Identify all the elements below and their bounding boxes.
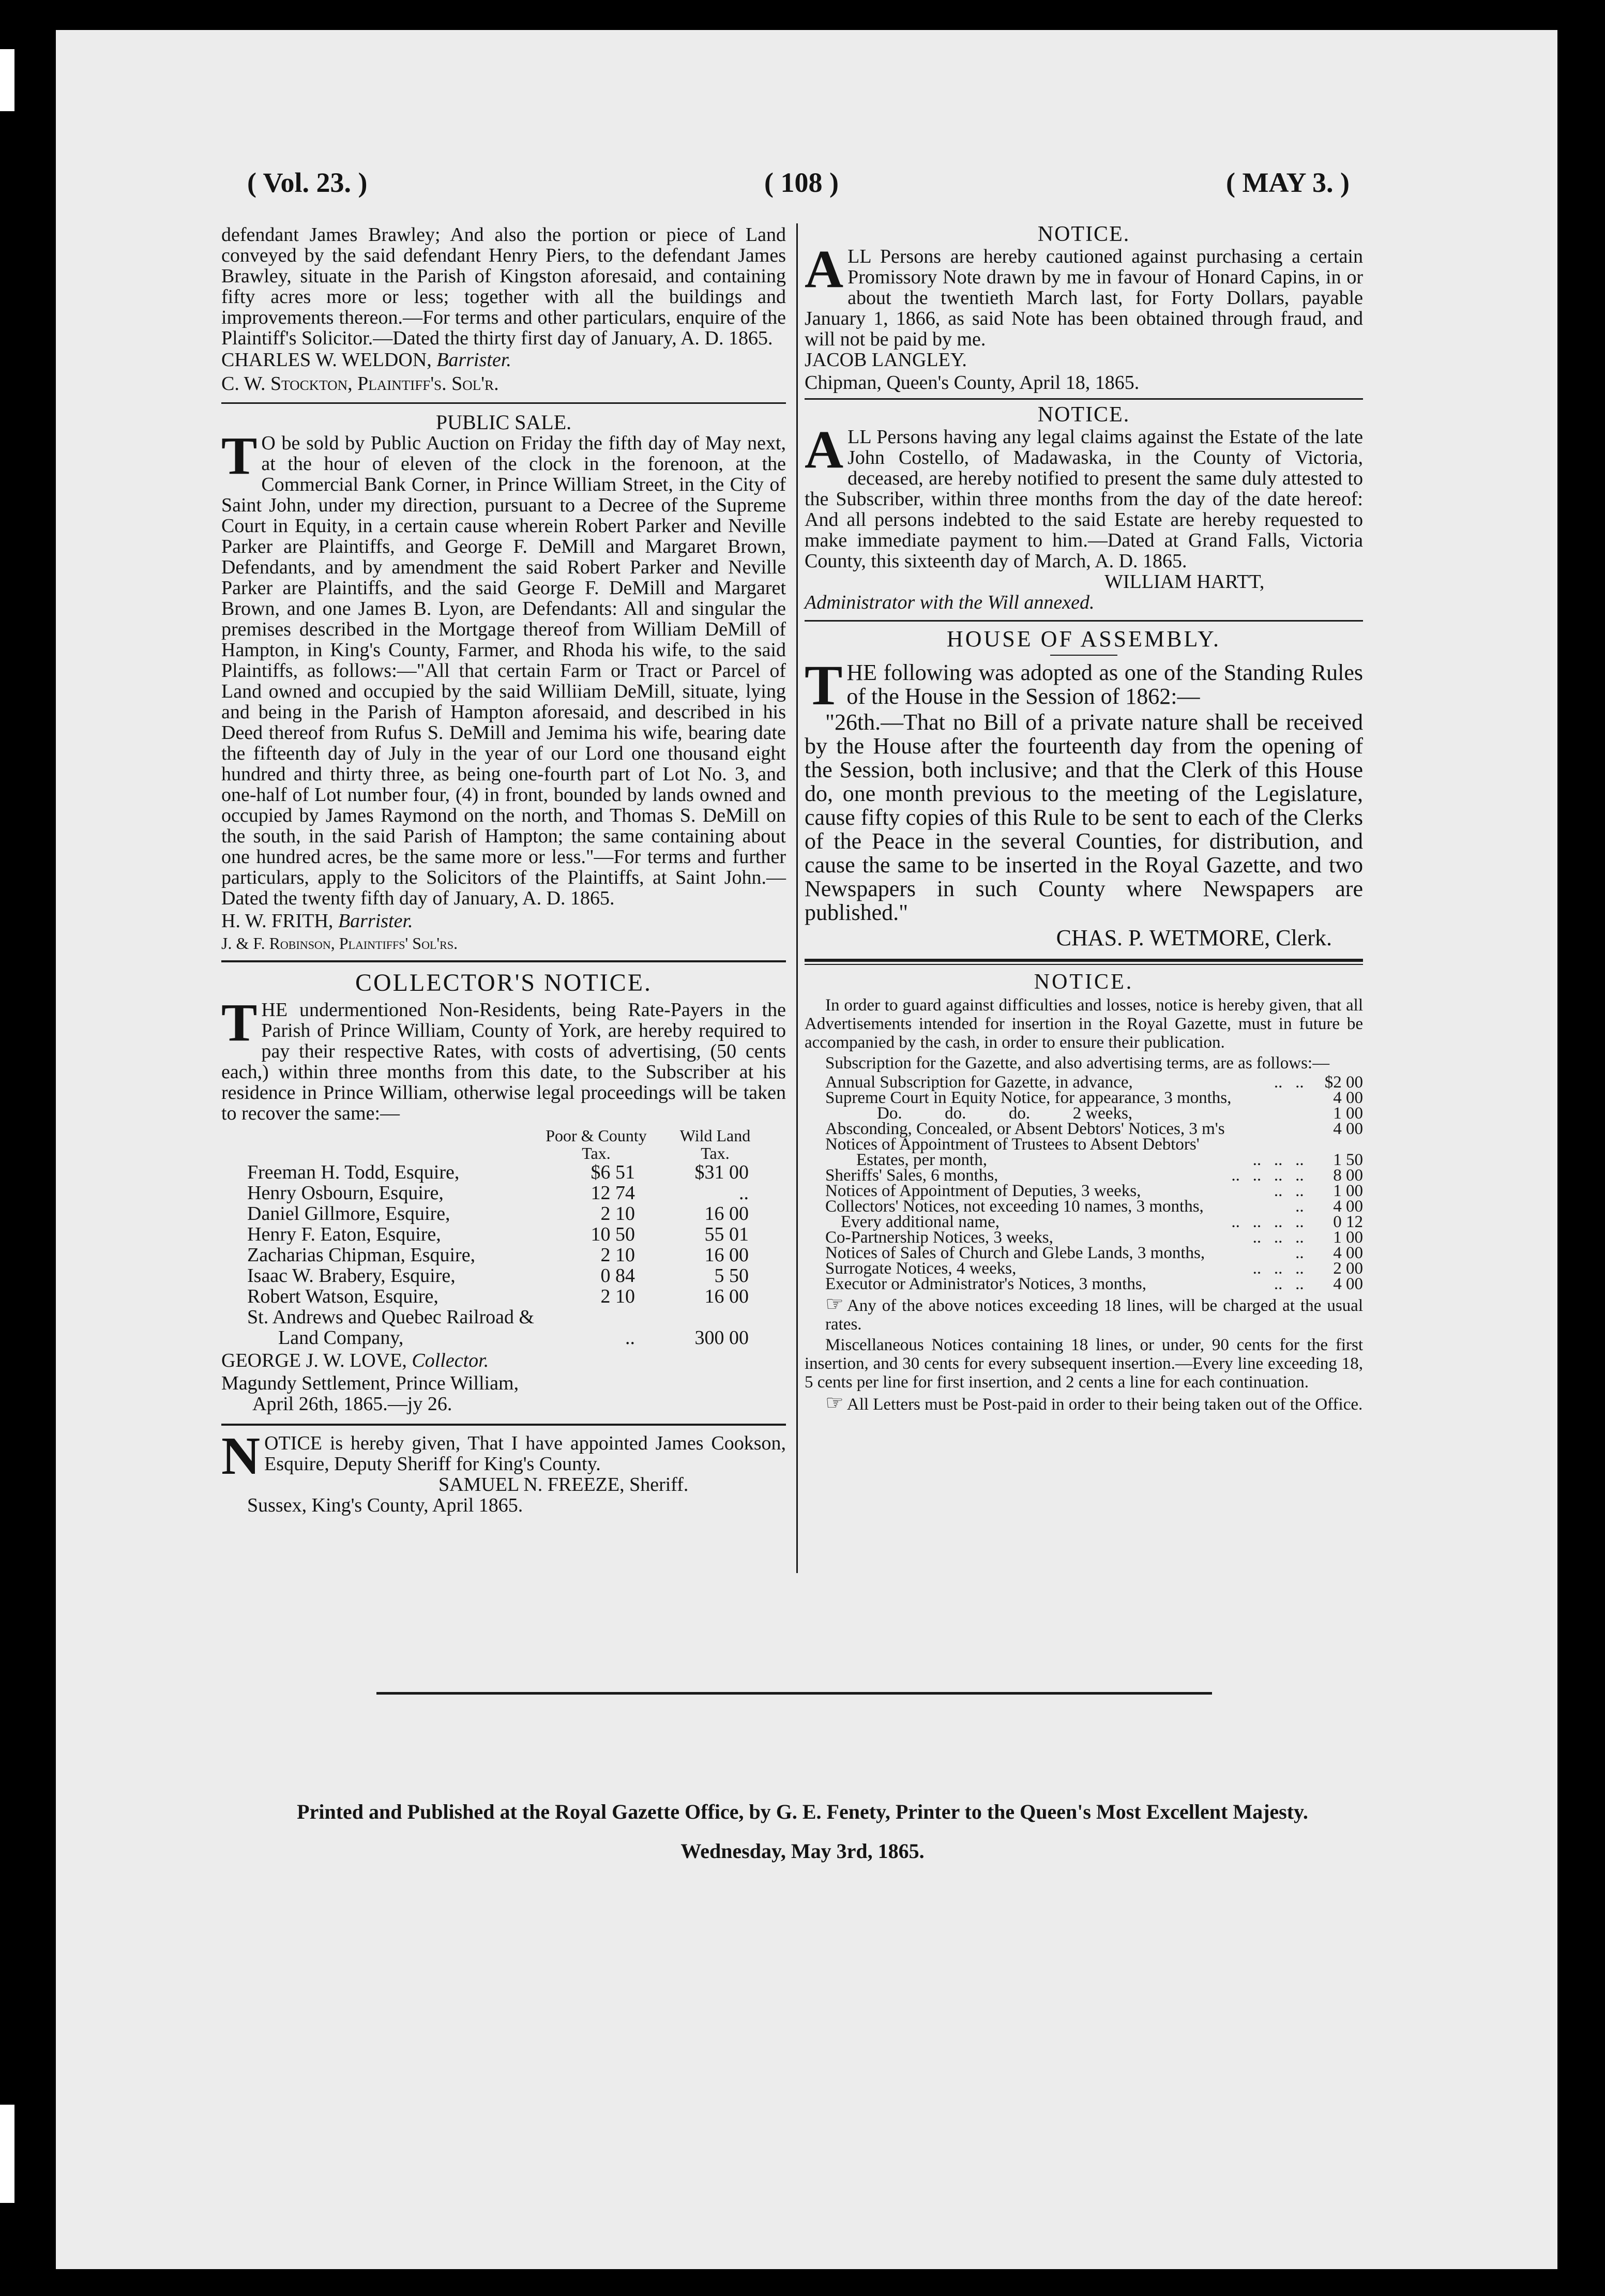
rate-item: Collectors' Notices, not exceeding 10 names, 3 months,: [825, 1197, 1204, 1216]
rate-price: 1 50: [1333, 1151, 1363, 1169]
wild-land-tax: 16 00: [704, 1286, 749, 1307]
header-date: ( MAY 3. ): [1226, 167, 1350, 198]
rate-row: [805, 1261, 1363, 1276]
signature-role: Barrister.: [338, 910, 413, 932]
house-of-assembly-notice: [805, 627, 1363, 950]
ratepayer-name: Henry F. Eaton, Esquire,: [247, 1223, 441, 1245]
poor-county-tax: 0 84: [600, 1265, 635, 1287]
continued-notice-signature: [221, 350, 683, 370]
rate-item: Annual Subscription for Gazette, in advance,: [825, 1073, 1133, 1092]
rate-dots: .. .. .. ..: [1231, 1213, 1304, 1231]
poor-county-tax: 2 10: [600, 1203, 635, 1225]
rate-row: [805, 1168, 1363, 1183]
public-sale-text: O be sold by Public Auction on Friday the fifth day of May next, at the hour of eleven of the clock in the forenoon, at the Commercial Bank Corner, in Prince William Street, in the City of Saint John, under my direction, pursuant to a Decree of the Supreme Court in Equity, in a certain cause wherein Robert Parker and Neville Parker are Plaintiffs, and George F. DeMill and Margaret Brown, Defendants, and by amendment the said Robert Parker and Neville Parker are Plaintiffs, and the said George F. DeMill and Margaret Brown, and one James B. Lyon, are Defendants: All and singular the premises described in the Mortgage thereof from William DeMill of Hampton, in King's County, Farmer, and Rhoda his wife, to the said Plaintiffs, as follows:—"All that certain Farm or Tract or Parcel of Land owned and occupied by the said Williiam DeMill, situate, lying and being in the Parish of Hampton aforesaid, and described in his Deed thereof from Rufus S. DeMill and Jemima his wife, bearing date the fifteenth day of July in the year of our Lord one thousand eight hundred and thirty three, as being one-fourth part of Lot No. 3, and one-half of Lot number four, (4) in front, bounded by lands owned and occupied by James Raymond on the north, and Thomas S. DeMill on the south, in the said Parish of Hampton; the same containing about one hundred acres, be the same more or less."—For terms and further particulars, apply to the Solicitors of the Plaintiffs, at Saint John.—Dated the twenty fifth day of January, A. D. 1865.: [221, 432, 786, 909]
rate-row: [805, 1183, 1363, 1199]
collectors-notice-text: HE undermentioned Non-Residents, being Rate-Payers in the Parish of Prince William, County of York, are hereby required to pay their respective Rates, with costs of advertising, (50 cents each,) within three months from this date, to the Subscriber at his residence in Prince William, otherwise legal proceedings will be taken to recover the same:—: [221, 999, 786, 1124]
wild-land-tax: 16 00: [704, 1203, 749, 1225]
rate-dots: .. ..: [1274, 1182, 1304, 1200]
notice-text: LL Persons having any legal claims against the Estate of the late John Costello, of Madawaska, in the County of Victoria, deceased, are hereby notified to present the same duly attested to the Subscriber, within three months from the day of the date hereof: And all persons indebted to the said Estate are hereby requested to make immediate payment to him.—Dated at Grand Falls, Victoria County, this sixteenth day of March, A. D. 1865.: [805, 426, 1363, 572]
deputy-sheriff-notice: [221, 1426, 786, 1516]
ratepayer-name: Freeman H. Todd, Esquire,: [247, 1161, 460, 1183]
rate-price: 2 00: [1333, 1259, 1363, 1278]
rate-item: Notices of Appointment of Trustees to Absent Debtors': [825, 1135, 1200, 1154]
signature-name: GEORGE J. W. LOVE,: [221, 1350, 407, 1371]
deputy-notice-text: OTICE is hereby given, That I have appointed James Cookson, Esquire, Deputy Sheriff for King's County.: [264, 1432, 786, 1475]
notice-role: Administrator with the Will annexed.: [805, 592, 1095, 613]
poor-county-tax: $6 51: [590, 1161, 635, 1183]
ratepayer-name: Robert Watson, Esquire,: [247, 1286, 438, 1307]
rate-price: 1 00: [1333, 1228, 1363, 1247]
thick-rule: [805, 959, 1363, 962]
assembly-signature: CHAS. P. WETMORE, Clerk.: [1056, 925, 1332, 950]
rate-row: [805, 1137, 1363, 1152]
notice-signature: WILLIAM HARTT,: [1104, 571, 1265, 593]
collectors-rates-table: [247, 1127, 764, 1348]
poor-county-tax: 12 74: [590, 1182, 635, 1204]
rate-row: [805, 1276, 1363, 1292]
public-sale-signature: [221, 911, 755, 931]
rate-item: Absconding, Concealed, or Absent Debtors' Notices, 3 m's: [825, 1120, 1225, 1138]
header-volume: ( Vol. 23. ): [247, 167, 368, 198]
short-rule: [1050, 655, 1117, 656]
header-page-number: ( 108 ): [764, 167, 839, 198]
note-text: All Letters must be Post-paid in order to their being taken out of the Office.: [846, 1395, 1363, 1414]
rate-item: Supreme Court in Equity Notice, for appearance, 3 months,: [825, 1089, 1232, 1107]
notice-drop-cap: A: [805, 239, 844, 299]
table-row: [247, 1307, 764, 1327]
rate-dots: ..: [1295, 1197, 1304, 1216]
rate-item: Notices of Appointment of Deputies, 3 weeks,: [825, 1182, 1141, 1200]
rate-price: 4 00: [1333, 1089, 1363, 1107]
rate-dots: .. .. ..: [1252, 1259, 1304, 1278]
margin-strip-bottom: [0, 2105, 14, 2203]
rate-dots: .. ..: [1274, 1275, 1304, 1293]
public-sale-notice: [221, 412, 786, 953]
rate-dots: [1231, 1106, 1319, 1121]
wild-land-tax: 16 00: [704, 1244, 749, 1266]
poor-county-tax: 2 10: [600, 1244, 635, 1266]
rate-row: [805, 1075, 1363, 1090]
rate-dots: [1231, 1137, 1319, 1152]
rate-price: 4 00: [1333, 1120, 1363, 1138]
wild-land-tax: [666, 1307, 764, 1327]
poor-county-tax: 2 10: [600, 1286, 635, 1307]
rate-row: [805, 1199, 1363, 1214]
rate-item: Notices of Sales of Church and Glebe Lands, 3 months,: [825, 1244, 1205, 1262]
public-sale-drop-cap: T: [221, 426, 258, 486]
footer-date: Wednesday, May 3rd, 1865.: [680, 1839, 925, 1863]
rate-row: [805, 1090, 1363, 1106]
rate-dots: ..: [1295, 1244, 1304, 1262]
signature-name: H. W. FRITH,: [221, 910, 334, 932]
footer-rule: [376, 1692, 1212, 1695]
continued-notice-solicitor: C. W. Stockton, Plaintiff's. Sol'r.: [221, 373, 499, 395]
column-divider: [796, 223, 798, 1573]
rate-price: [1320, 1137, 1363, 1152]
rate-item: Do. do. do. 2 weeks,: [877, 1104, 1133, 1123]
rate-dots: .. .. .. ..: [1231, 1166, 1304, 1185]
public-sale-title: PUBLIC SALE.: [435, 411, 572, 434]
estate-claims-notice: [805, 403, 1363, 613]
rate-price: 4 00: [1333, 1197, 1363, 1216]
signature-name: CHARLES W. WELDON,: [221, 349, 432, 371]
poor-county-tax: 10 50: [590, 1223, 635, 1245]
notice-place: Chipman, Queen's County, April 18, 1865.: [805, 372, 1140, 394]
collectors-notice-body: [221, 993, 786, 1124]
table-row: [247, 1203, 764, 1224]
section-rule: [805, 620, 1363, 622]
rate-row: [805, 1106, 1363, 1121]
rate-price: 1 00: [1333, 1104, 1363, 1123]
rate-row: [805, 1152, 1363, 1168]
poor-county-tax: [537, 1307, 666, 1327]
rate-item: Every additional name,: [841, 1213, 1000, 1231]
rate-item: Sheriffs' Sales, 6 months,: [825, 1166, 998, 1185]
assembly-drop-cap: T: [805, 654, 843, 717]
notice-text: LL Persons are hereby cautioned against purchasing a certain Promissory Note drawn by me in favour of Honard Capins, in or about the twentieth March last, for Forty Dollars, payable January 1, 1866, as said Note has been obtained through fraud, and will not be paid by me.: [805, 246, 1363, 350]
rate-row: [805, 1245, 1363, 1261]
column-header: Wild Land Tax.: [679, 1126, 751, 1162]
pointing-hand-icon: ☞: [825, 1292, 844, 1316]
collectors-place: Magundy Settlement, Prince William,: [221, 1372, 519, 1394]
rate-dots: .. .. ..: [1252, 1151, 1304, 1169]
gazette-terms-p2: Subscription for the Gazette, and also advertising terms, are as follows:—: [825, 1054, 1330, 1073]
table-row: [247, 1162, 764, 1183]
table-header-row: [247, 1127, 764, 1162]
pointing-hand-icon: ☞: [825, 1391, 844, 1414]
collectors-date: April 26th, 1865.—jy 26.: [252, 1393, 452, 1415]
collectors-notice: [221, 970, 786, 1414]
footer-imprint: Printed and Published at the Royal Gazette Office, by G. E. Fenety, Printer to the Queen's Most Excellent Majesty.: [297, 1800, 1308, 1823]
deputy-notice-place: Sussex, King's County, April 1865.: [247, 1494, 523, 1516]
rate-item: Surrogate Notices, 4 weeks,: [825, 1259, 1017, 1278]
notice-title: NOTICE.: [1037, 403, 1130, 427]
rate-price: $2 00: [1324, 1073, 1363, 1092]
public-sale-body: [221, 426, 786, 909]
continued-notice: [221, 224, 786, 394]
notice-title: NOTICE.: [1037, 222, 1130, 246]
assembly-intro: [805, 654, 1363, 717]
notice-title: NOTICE.: [1034, 970, 1134, 994]
table-row: [247, 1286, 764, 1307]
gazette-terms-note-2: Miscellaneous Notices containing 18 lines, or under, 90 cents for the first insertion, and 30 cents for every subsequent insertion.—Every line exceeding 18, 5 cents per line for first insertion, and 2 cents a line for each continuation.: [805, 1336, 1363, 1392]
assembly-rule: "26th.—That no Bill of a private nature shall be received by the House after the fourteenth day from the opening of the Session, both inclusive; and that the Clerk of this House do, one month previous to the meeting of the Legislature, cause fifty copies of this Rule to be sent to each of the Clerks of the Peace in the several Counties, for distribution, and cause the same to be inserted in the Royal Gazette, and two Newspapers in such County where Newspapers are published.": [805, 709, 1363, 925]
rate-price: 4 00: [1333, 1244, 1363, 1262]
section-rule: [221, 960, 786, 962]
gazette-terms-note-3: [805, 1391, 1363, 1414]
rate-item: Executor or Administrator's Notices, 3 months,: [825, 1275, 1146, 1293]
section-rule: [805, 964, 1363, 965]
gazette-terms-notice: [805, 970, 1363, 1414]
collectors-drop-cap: T: [221, 993, 258, 1052]
table-row: [247, 1245, 764, 1265]
collectors-signature: [221, 1350, 755, 1371]
gazette-terms-note-1: [805, 1292, 1363, 1334]
notice-drop-cap: A: [805, 420, 844, 479]
poor-county-tax: ..: [625, 1327, 635, 1349]
table-row: [247, 1183, 764, 1203]
deputy-drop-cap: N: [221, 1426, 261, 1486]
section-rule: [221, 1424, 786, 1426]
rate-dots: [1231, 1090, 1319, 1106]
rate-item: Estates, per month,: [856, 1151, 987, 1169]
rate-price: 8 00: [1333, 1166, 1363, 1185]
wild-land-tax: 55 01: [704, 1223, 749, 1245]
table-row: [247, 1265, 764, 1286]
ratepayer-name: Daniel Gillmore, Esquire,: [247, 1203, 450, 1225]
rate-dots: [1231, 1121, 1319, 1137]
rate-price: 0 12: [1333, 1213, 1363, 1231]
assembly-intro-text: HE following was adopted as one of the Standing Rules of the House in the Session of 1862:—: [846, 660, 1363, 709]
gazette-terms-p1: In order to guard against difficulties and losses, notice is hereby given, that all Advertisements intended for insertion in the Royal Gazette, must in future be accompanied by the cash, in order to ensure their publication.: [805, 996, 1363, 1052]
rate-row: [805, 1121, 1363, 1137]
ratepayer-name: Land Company,: [278, 1327, 404, 1349]
table-row: [247, 1327, 764, 1348]
margin-strip-top: [0, 49, 14, 111]
notice-body: [805, 420, 1363, 572]
signature-role: Collector.: [412, 1350, 489, 1371]
wild-land-tax: ..: [739, 1182, 749, 1204]
collectors-notice-title: COLLECTOR'S NOTICE.: [355, 969, 653, 996]
right-column: [805, 222, 1363, 1414]
ratepayer-name: Isaac W. Brabery, Esquire,: [247, 1265, 456, 1287]
notice-signature: JACOB LANGLEY.: [805, 349, 967, 371]
table-row: [247, 1224, 764, 1245]
continued-notice-text: defendant James Brawley; And also the portion or piece of Land conveyed by the said defendant Henry Piers, to the defendant James Brawley, situate in the Parish of Kingston aforesaid, and containing fifty acres more or less; together with all the buildings and improvements thereon.—For terms and other particulars, enquire of the Plaintiff's Solicitor.—Dated the thirty first day of January, A. D. 1865.: [221, 224, 786, 349]
deputy-notice-signature: SAMUEL N. FREEZE, Sheriff.: [438, 1474, 689, 1496]
ratepayer-name: Henry Osbourn, Esquire,: [247, 1182, 444, 1204]
rate-row: [805, 1230, 1363, 1245]
rate-price: 1 00: [1333, 1182, 1363, 1200]
promissory-note-notice: [805, 222, 1363, 393]
rate-row: [805, 1214, 1363, 1230]
left-column: [221, 224, 786, 1516]
advertising-rates-table: [805, 1075, 1363, 1292]
rate-price: 4 00: [1333, 1275, 1363, 1293]
note-text: Any of the above notices exceeding 18 lines, will be charged at the usual rates.: [825, 1296, 1363, 1334]
rate-dots: .. .. ..: [1252, 1228, 1304, 1247]
wild-land-tax: $31 00: [694, 1161, 749, 1183]
notice-body: [805, 239, 1363, 350]
ratepayer-name: Zacharias Chipman, Esquire,: [247, 1244, 476, 1266]
wild-land-tax: 5 50: [714, 1265, 749, 1287]
rate-dots: .. ..: [1274, 1073, 1304, 1092]
column-header: Poor & County Tax.: [546, 1126, 647, 1162]
public-sale-solicitors: J. & F. Robinson, Plaintiffs' Sol'rs.: [221, 934, 458, 953]
signature-role: Barrister.: [436, 349, 511, 371]
rate-item: Co-Partnership Notices, 3 weeks,: [825, 1228, 1053, 1247]
assembly-title: HOUSE OF ASSEMBLY.: [946, 626, 1221, 652]
section-rule: [805, 398, 1363, 400]
ratepayer-name: St. Andrews and Quebec Railroad &: [247, 1306, 535, 1328]
wild-land-tax: 300 00: [694, 1327, 749, 1349]
section-rule: [221, 402, 786, 404]
